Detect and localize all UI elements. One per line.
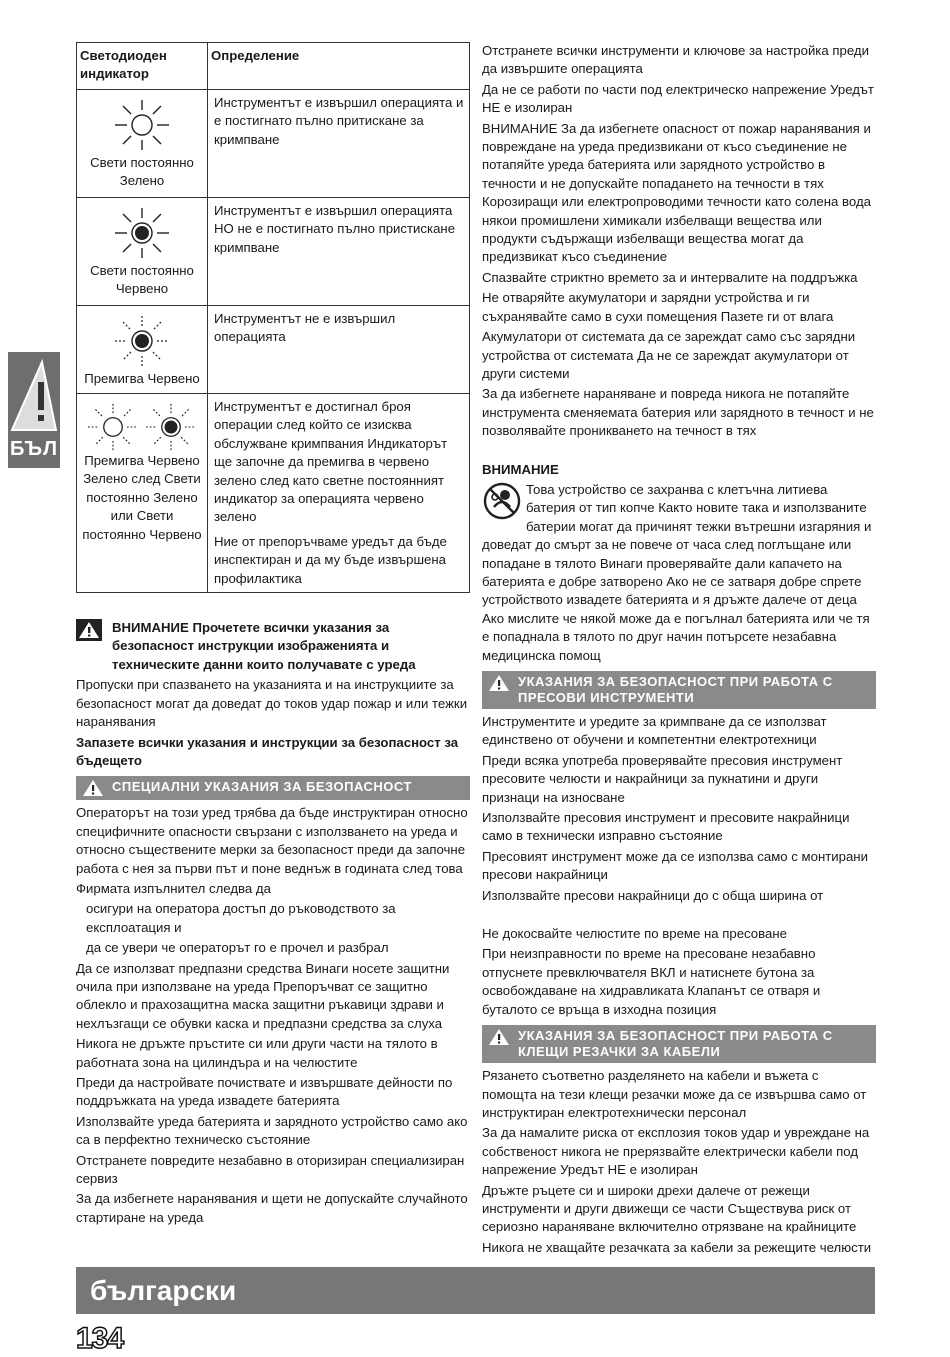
safety-paragraph: Операторът на този уред трябва да бъде инструктиран относно специфичните опасности свързани с използването на уреда и относно съществените мерки за безопасност преди да започне работа с нея за първи път и поне веднъж в годината след това	[76, 805, 468, 876]
warning-triangle-icon	[82, 779, 104, 797]
warning-triangle-icon	[488, 1028, 510, 1046]
table-row	[77, 394, 470, 593]
no-swallow-battery-icon	[482, 481, 522, 521]
definition-cell: Инструментът е извършил операцията и е постигнато пълно притискане за кримпване	[208, 90, 470, 198]
general-warning	[76, 619, 470, 676]
definition-cell: Инструментът не е извършил операцията	[208, 306, 470, 394]
led-green-blink-icon	[85, 402, 141, 452]
safety-paragraph: Да не се работи по части под електрическо напрежение Уредът НЕ е изолиран	[482, 81, 874, 116]
table-row	[77, 198, 470, 306]
battery-warning-text: Това устройство се захранва с клетъчна литиева батерия от тип копче Както новите така и използваните батерии могат да причинят тежки вътрешни изгаряния и доведат до смърт за не повече от часа след поглъщане или попадане в тялото Винаги проверявайте дали капачето на батерията е добре затворено Ако не се затваря добре спрете устройството извадете батерията и я дръжте далече от деца Ако мислите че някой може да е погълнал батерията или че тя е попаднала в тялото по друг начин потърсете незабавна медицинска помощ	[482, 481, 872, 663]
warning-triangle-icon	[76, 619, 102, 641]
indicator-label: Премигва Червено	[84, 371, 200, 386]
warning-triangle-icon	[8, 352, 60, 442]
battery-warning	[482, 481, 876, 665]
safety-paragraph: За да избегнете нараняване и повреда никога не потапяйте инструмента сменяемата батерия или зарядното в течност и не позволявайте проникването на течност в тях	[482, 386, 874, 439]
table-header-row	[77, 43, 470, 90]
press-safety-header	[482, 671, 876, 709]
press-paragraph: Използвайте пресовия инструмент и пресовите накрайници само в технически изправно състояние	[482, 810, 850, 844]
definition-cell-note: Ние от препоръчваме уредът да бъде инспектиран и да му бъде извършена профилактика	[214, 533, 447, 586]
indicator-label: Свети постоянно Зелено	[90, 155, 194, 189]
safety-list-item: да се увери че операторът го е прочел и разбрал	[86, 940, 389, 956]
attention-title: ВНИМАНИЕ	[482, 461, 559, 477]
cutter-safety-header-text: УКАЗАНИЯ ЗА БЕЗОПАСНОСТ ПРИ РАБОТА С КЛЕЩИ РЕЗАЧКИ ЗА КАБЕЛИ	[518, 1028, 833, 1060]
right-column	[482, 42, 876, 1259]
cutter-paragraph: За да намалите риска от експлозия токов удар и увреждане на собственост никога не прерязвайте електрически кабели под напрежение Уредът НЕ е изолиран	[482, 1125, 870, 1178]
safety-paragraph: Не отваряйте акумулатори и зарядни устройства и ги съхранявайте само в сухи помещения Пазете ги от влага	[482, 290, 834, 324]
led-red-blink-icon	[143, 402, 199, 452]
led-red-steady-icon	[113, 206, 171, 260]
safety-paragraph: Преди да настройвате почиствате и извършвате дейности по поддръжката на уреда извадете батерията	[76, 1075, 453, 1109]
led-green-steady-icon	[113, 98, 171, 152]
press-paragraph: При неизправности по време на пресоване незабавно отпуснете превключвателя ВКЛ и натиснете бутона за освобождаване на хидравликата Клапанът се отваря и буталото се връща в изходна позиция	[482, 946, 821, 1017]
special-safety-header	[76, 776, 470, 800]
press-paragraph: Инструментите и уредите за кримпване да се използват единствено от обучени и компетентни електротехници	[482, 714, 827, 748]
indicator-label: Премигва Червено Зелено след Свети постоянно Зелено или Свети постоянно Червено	[82, 453, 202, 542]
keep-instructions-text: Запазете всички указания и инструкции за безопасност за бъдещето	[76, 734, 459, 768]
safety-paragraph: Спазвайте стриктно времето за и интервалите на поддръжка	[482, 269, 858, 285]
special-safety-header-text: СПЕЦИАЛНИ УКАЗАНИЯ ЗА БЕЗОПАСНОСТ	[112, 779, 412, 795]
cutter-paragraph: Дръжте ръцете си и широки дрехи далече от режещи инструменти и други движещи се части Съществува риск от сериозно нараняване включително отрязване на крайниците	[482, 1182, 857, 1235]
cutter-safety-header	[482, 1025, 876, 1063]
press-paragraph: Пресовият инструмент може да се използва само с монтирани пресови накрайници	[482, 848, 868, 883]
press-paragraph: Не докосвайте челюстите по време на пресоване	[482, 926, 787, 942]
page-number: 134	[76, 1322, 124, 1355]
warning-triangle-icon	[488, 674, 510, 692]
safety-paragraph: Отстранете повредите незабавно в оторизиран специализиран сервиз	[76, 1152, 465, 1187]
left-column	[76, 42, 470, 1229]
safety-paragraph: Акумулатори от системата да се зареждат само със зарядни устройства от системата Да не се зареждат акумулатори от други системи	[482, 329, 856, 381]
side-tab-label: БЪЛ	[10, 438, 59, 460]
cutter-paragraph: Никога не хващайте резачката за кабели за режещите челюсти	[482, 1239, 872, 1255]
language-footer-band: български	[76, 1267, 875, 1314]
led-indicator-table	[76, 42, 470, 593]
led-red-blink-icon	[113, 314, 171, 368]
col-definition-header: Определение	[208, 43, 470, 90]
cutter-paragraph: Рязането съответно разделянето на кабели и въжета с помощта на тези клещи резачки може да се извършва само от инструктиран електротехнически персонал	[482, 1068, 867, 1120]
table-row	[77, 90, 470, 198]
press-paragraph: Преди всяка употреба проверявайте пресовия инструмент пресовите челюсти и накрайници за пукнатини и други признаци на износване	[482, 752, 843, 805]
warning-text: Пропуски при спазването на указанията и на инструкциите за безопасност могат да доведат до токов удар пожар и или тежки наранявания	[76, 677, 468, 730]
safety-paragraph: За да избегнете наранявания и щети не допускайте случайното стартиране на уреда	[76, 1191, 468, 1225]
safety-list-item: осигури на оператора достъп до ръководството за експлоатация и	[86, 901, 396, 935]
safety-paragraph: Използвайте уреда батерията и зарядното устройство само ако са в перфектно техническо състояние	[76, 1113, 468, 1148]
table-row	[77, 306, 470, 394]
safety-paragraph: Да се използват предпазни средства Винаги носете защитни очила при използване на уреда Препоръчват се защитно облекло и прахозащитна маска защитни ръкавици здрави и нехлъзгащи се обувки каска и предпазни средства за слуха	[76, 960, 450, 1031]
safety-paragraph: Никога не дръжте пръстите си или други части на тялото в работната зона на цилиндъра и на челюстите	[76, 1036, 438, 1070]
warning-title: ВНИМАНИЕ Прочетете всички указания за безопасност инструкции изображенията и техническите данни които получавате с уреда	[112, 620, 416, 672]
safety-paragraph: ВНИМАНИЕ За да избегнете опасност от пожар наранявания и повреждане на уреда предизвикани от късо съединение не потапяйте уреда батерията или зарядното устройство в течности и не допускайте попадането на течности в тях Корозиращи или електропроводими течности като солена вода някои промишлени химикали избелващи вещества или продукти съдържащи избелващи вещества могат да предизвикат късо съединение	[482, 120, 871, 265]
press-safety-header-text: УКАЗАНИЯ ЗА БЕЗОПАСНОСТ ПРИ РАБОТА С ПРЕСОВИ ИНСТРУМЕНТИ	[518, 674, 833, 705]
safety-paragraph: Фирмата изпълнител следва да	[76, 880, 271, 896]
press-paragraph: Използвайте пресови накрайници до с обща ширина от	[482, 887, 824, 903]
indicator-label: Свети постоянно Червено	[90, 263, 194, 297]
definition-cell: Инструментът е достигнал броя операции след който се изисква обслужване кримпвания Индикаторът ще започне да премигва в червено зелено след като светне постоянният индикатор за операцията червено зелено	[214, 399, 448, 525]
definition-cell: Инструментът е извършил операцията НО не е постигнато пълно пристискане кримпване	[208, 198, 470, 306]
safety-paragraph: Отстранете всички инструменти и ключове за настройка преди да извършите операцията	[482, 43, 869, 77]
col-indicator-header: Светодиоден индикатор	[77, 43, 208, 90]
